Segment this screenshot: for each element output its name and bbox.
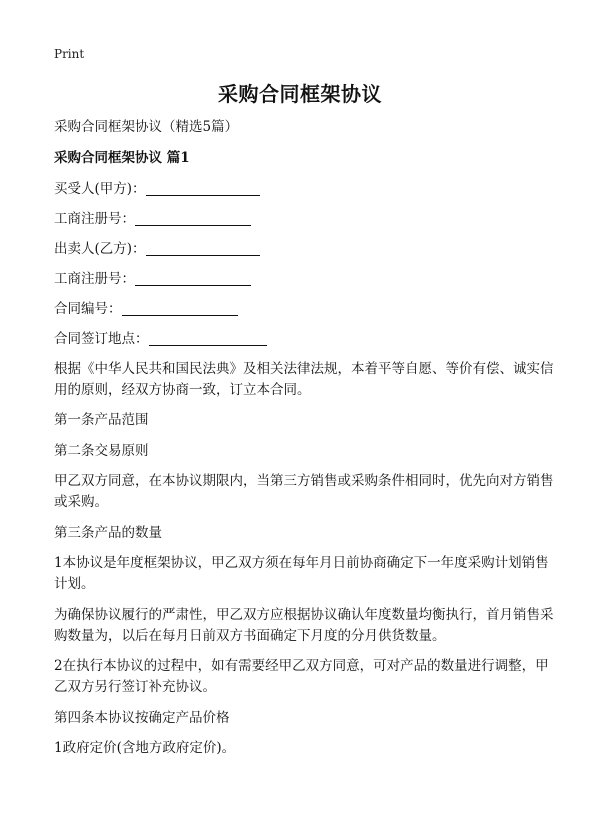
blank-line[interactable] [146, 239, 260, 256]
field-label: 工商注册号： [54, 210, 135, 227]
document-body [54, 117, 554, 769]
print-link[interactable]: Print [54, 47, 85, 61]
field-label: 出卖人(乙方)： [54, 240, 146, 257]
field-label: 工商注册号： [54, 270, 135, 287]
body-paragraph: 1本协议是年度框架协议，甲乙双方须在每年月日前协商确定下一年度采购计划销售计划。 [54, 555, 549, 592]
field-label: 买受人(甲方)： [54, 180, 146, 197]
article-heading: 第四条本协议按确定产品价格 [54, 709, 230, 726]
seller-registration-field [54, 269, 554, 290]
blank-line[interactable] [149, 329, 267, 346]
body-paragraph: 2在执行本协议的过程中，如有需要经甲乙双方同意，可对产品的数量进行调整，甲乙双方另行签订补充协议。 [54, 658, 549, 695]
article-heading: 第二条交易原则 [54, 442, 149, 459]
article-heading: 第三条产品的数量 [54, 524, 162, 541]
body-paragraph: 为确保协议履行的严肃性，甲乙双方应根据协议确认年度数量均衡执行，首月销售采购数量为，以后在每月日前双方书面确定下月度的分月供货数量。 [54, 606, 554, 644]
preamble-paragraph: 根据《中华人民共和国民法典》及相关法律法规，本着平等自愿、等价有偿、诚实信用的原则，经双方协商一致，订立本合同。 [54, 360, 554, 398]
field-label: 合同签订地点： [54, 330, 149, 347]
body-paragraph: 1政府定价(含地方政府定价)。 [54, 740, 236, 756]
blank-line[interactable] [135, 269, 251, 286]
blank-line[interactable] [122, 299, 238, 316]
section-heading: 采购合同框架协议 篇1 [54, 149, 190, 166]
buyer-field [54, 179, 554, 200]
document-title: 采购合同框架协议 [218, 82, 382, 106]
blank-line[interactable] [135, 209, 251, 226]
document-subtitle: 采购合同框架协议（精选5篇） [54, 119, 239, 135]
buyer-registration-field [54, 209, 554, 230]
signing-location-field [54, 329, 554, 350]
field-label: 合同编号： [54, 300, 122, 317]
contract-number-field [54, 299, 554, 320]
blank-line[interactable] [146, 179, 260, 196]
seller-field [54, 239, 554, 260]
body-paragraph: 甲乙双方同意，在本协议期限内，当第三方销售或采购条件相同时，优先向对方销售或采购。 [54, 473, 554, 510]
article-heading: 第一条产品范围 [54, 412, 149, 428]
